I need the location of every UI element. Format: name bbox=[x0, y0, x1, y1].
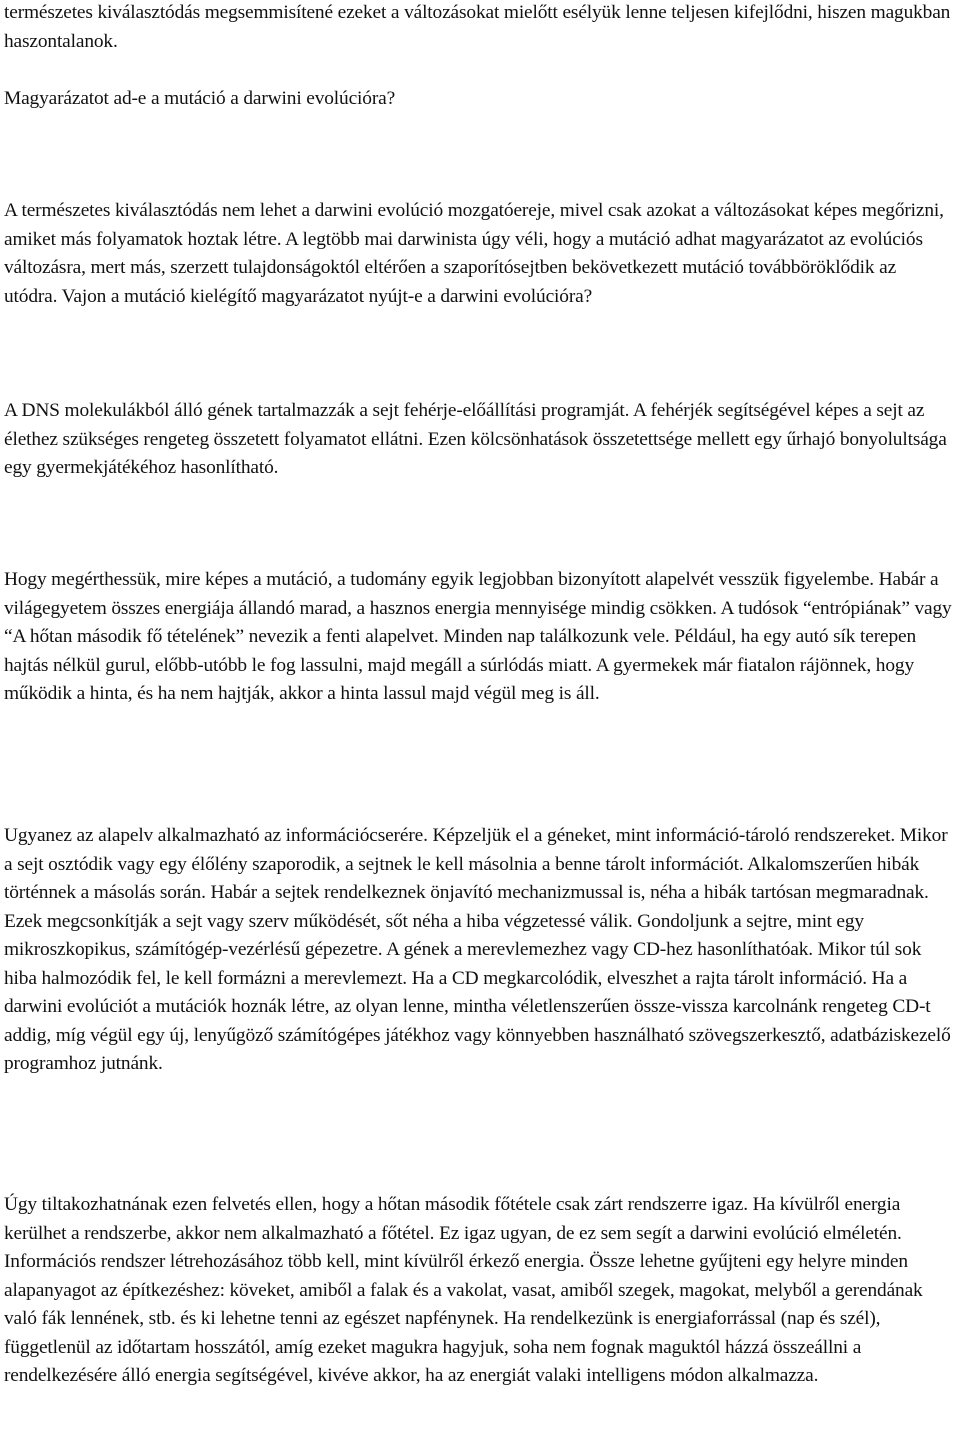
intro-fragment-paragraph: természetes kiválasztódás megsemmisítené ezeket a változásokat mielőtt esélyük lenne teljesen kifejlődni, hiszen magukban haszontalanok. bbox=[4, 2, 951, 52]
information-copying-paragraph: Ugyanez az alapelv alkalmazható az információcserére. Képzeljük el a géneket, mint információ-tároló rendszereket. Mikor a sejt osztódik vagy egy élőlény szaporodik, a sejtnek le kell másolnia a benne tárolt információt. Alkalomszerűen hibák történnek a másolás során. Habár a sejtek rendelkeznek önjavító mechanizmussal is, néha a hibák tartósan megmaradnak. Ezek megcsonkítják a sejt vagy szerv működését, sőt néha a hiba végzetessé válik. Gondoljunk a sejtre, mint egy mikroszkopikus, számítógép-vezérlésű gépezetre. A gének a merevlemezhez vagy CD-hez hasonlíthatóak. Mikor túl sok hiba halmozódik fel, le kell formázni a merevlemezt. Ha a CD megkarcolódik, elveszhet a rajta tárolt információ. Ha a darwini evolúciót a mutációk hoznák létre, az olyan lenne, mintha véletlenszerűen össze-vissza karcolnánk rengeteg CD-t addig, míg végül egy új, lenyűgöző számítógépes játékhoz vagy könnyebben használható szövegszerkesztő, adatbáziskezelő programhoz jutnánk. bbox=[4, 825, 951, 1074]
dna-genes-paragraph: A DNS molekulákból álló gének tartalmazzák a sejt fehérje-előállítási programját. A fehérjék segítségével képes a sejt az élethez szükséges rengeteg összetett folyamatot ellátni. Ezen kölcsönhatások összetettsége mellett egy űrhajó bonyolultsága egy gyermekjátékéhoz hasonlítható. bbox=[4, 400, 947, 478]
mutation-question-heading: Magyarázatot ad-e a mutáció a darwini evolúcióra? bbox=[4, 88, 396, 109]
natural-selection-paragraph: A természetes kiválasztódás nem lehet a darwini evolúció mozgatóereje, mivel csak azokat a változásokat képes megőrizni, amiket más folyamatok hoztak létre. A legtöbb mai darwinista úgy véli, hogy a mutáció adhat magyarázatot az evolúciós változásra, mert más, szerzett tulajdonságoktól eltérően a szaporítósejtben bekövetkezett mutáció továbböröklődik az utódra. Vajon a mutáció kielégítő magyarázatot nyújt-e a darwini evolúcióra? bbox=[4, 200, 944, 307]
entropy-paragraph: Hogy megérthessük, mire képes a mutáció, a tudomány egyik legjobban bizonyított alapelvét vesszük figyelembe. Habár a világegyetem összes energiája állandó marad, a hasznos energia mennyisége mindig csökken. A tudósok “entrópiának” vagy “A hőtan második fő tételének” nevezik a fenti alapelvet. Minden nap találkozunk vele. Például, ha egy autó sík terepen hajtás nélkül gurul, előbb-utóbb le fog lassulni, majd megáll a súrlódás miatt. A gyermekek már fiatalon rájönnek, hogy működik a hinta, és ha nem hajtják, akkor a hinta lassul majd végül meg is áll. bbox=[4, 569, 952, 704]
closed-system-paragraph: Úgy tiltakozhatnának ezen felvetés ellen, hogy a hőtan második főtétele csak zárt rendszerre igaz. Ha kívülről energia kerülhet a rendszerbe, akkor nem alkalmazható a főtétel. Ez igaz ugyan, de ez sem segít a darwini evolúció elméletén. Információs rendszer létrehozásához több kell, mint kívülről érkező energia. Össze lehetne gyűjteni egy helyre minden alapanyagot az építkezéshez: köveket, amiből a falak és a vakolat, vasat, amiből szegek, magokat, melyből a gerendának való fák lennének, stb. és ki lehetne tenni az egészet napfénynek. Ha rendelkezünk is energiaforrással (nap és szél), függetlenül az időtartam hosszától, amíg ezeket magukra hagyjuk, soha nem fognak maguktól házzá összeállni a rendelkezésére álló energia segítségével, kivéve akkor, ha az energiát valaki intelligens módon alkalmazza. bbox=[4, 1194, 923, 1386]
